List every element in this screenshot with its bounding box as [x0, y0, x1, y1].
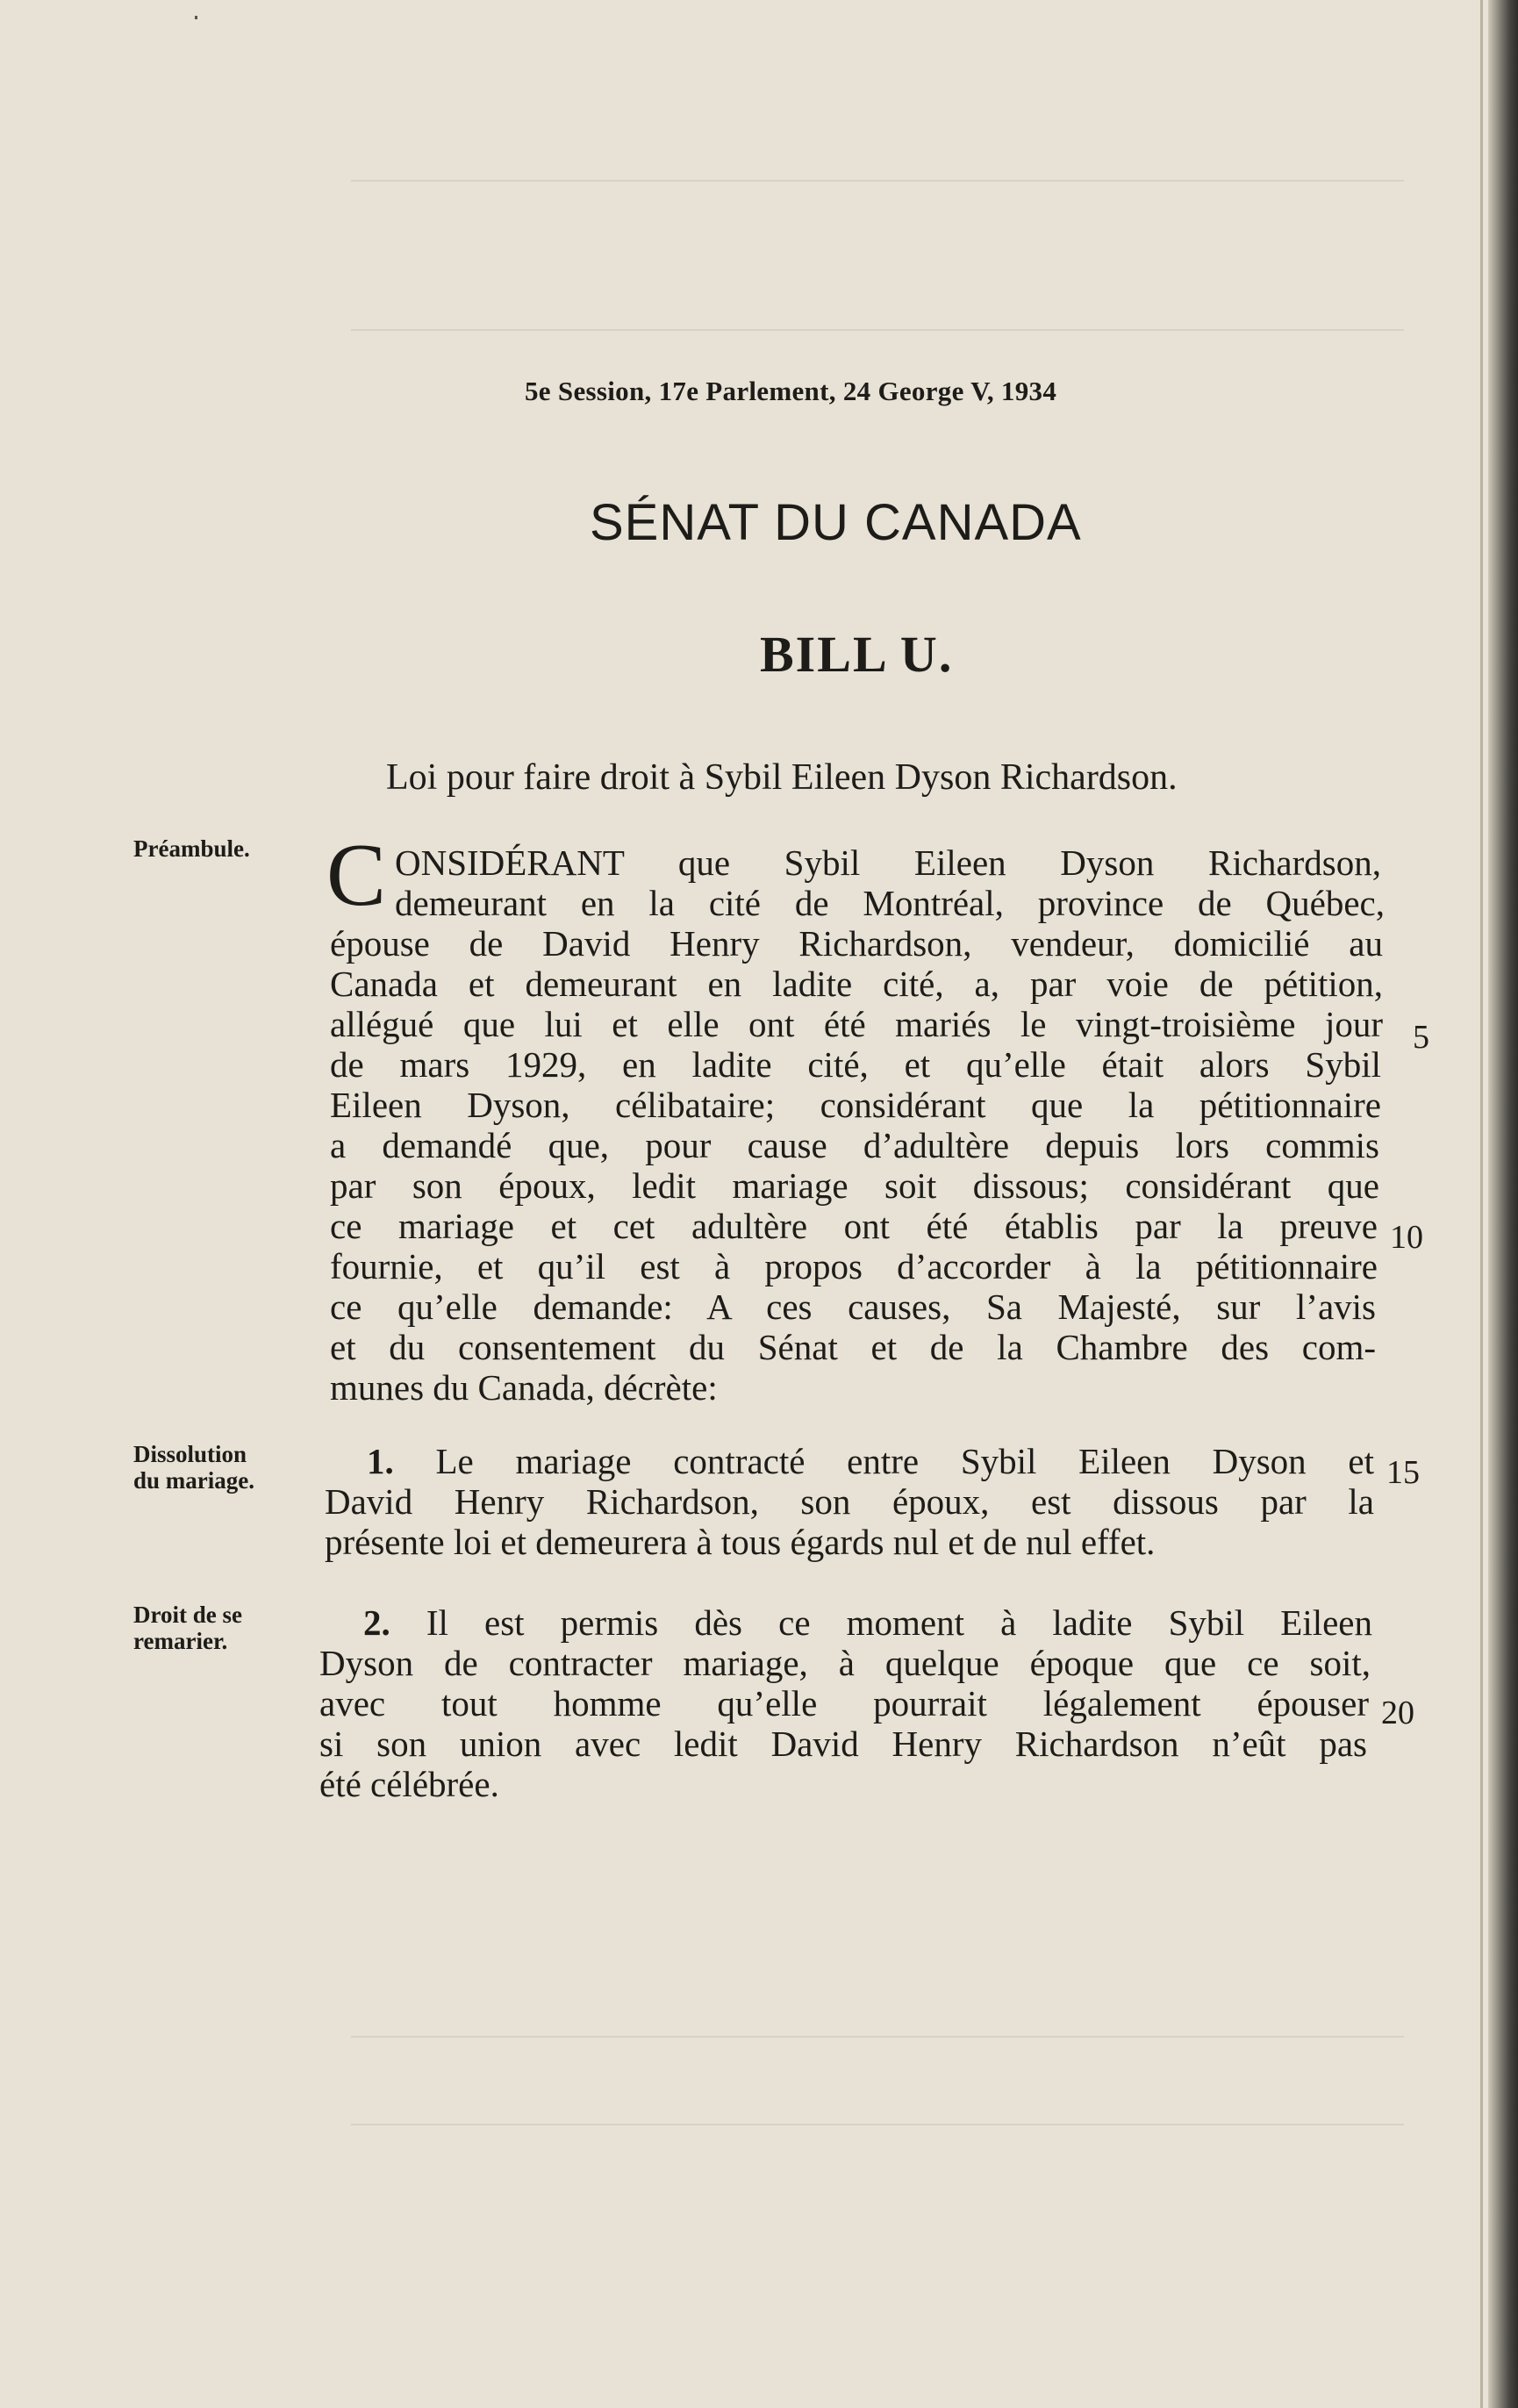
preamble-line: demeurant en la cité de Montréal, province de Québec, [395, 883, 1385, 923]
preamble-line: et du consentement du Sénat et de la Chambre des com- [330, 1327, 1376, 1367]
bleed-through-line [351, 2036, 1404, 2038]
margin-note-dissolution-2: du mariage. [133, 1467, 254, 1494]
page-tick-mark [195, 16, 197, 19]
margin-note-remarry-1: Droit de se [133, 1602, 242, 1628]
margin-note-preamble: Préambule. [133, 835, 250, 862]
preamble-line: Eileen Dyson, célibataire; considérant que la pétitionnaire [330, 1085, 1381, 1125]
bleed-through-line [351, 2124, 1404, 2125]
preamble-line: ONSIDÉRANT que Sybil Eileen Dyson Richardson, [395, 842, 1381, 883]
line-number: 15 [1386, 1454, 1420, 1491]
section1-line: présente loi et demeurera à tous égards nul et de nul effet. [325, 1522, 1156, 1562]
line-number: 20 [1381, 1695, 1414, 1731]
section2-first-line [363, 1602, 1372, 1643]
preamble-line: par son époux, ledit mariage soit dissous; considérant que [330, 1165, 1379, 1206]
section1-first-text: Le mariage contracté entre Sybil Eileen Dyson et [435, 1441, 1374, 1481]
section1-first-line [367, 1441, 1374, 1481]
binding-edge-line [1480, 0, 1483, 2408]
preamble-line: épouse de David Henry Richardson, vendeur, domicilié au [330, 923, 1383, 964]
preamble-line: ce mariage et cet adultère ont été établis par la preuve [330, 1206, 1378, 1246]
margin-note-dissolution-1: Dissolution [133, 1441, 247, 1467]
dropcap-letter: C [326, 826, 387, 925]
preamble-line: ce qu’elle demande: A ces causes, Sa Majesté, sur l’avis [330, 1286, 1376, 1327]
preamble-line: a demandé que, pour cause d’adultère depuis lors commis [330, 1125, 1379, 1165]
act-title: Loi pour faire droit à Sybil Eileen Dyson Richardson. [386, 757, 1178, 798]
preamble-line: allégué que lui et elle ont été mariés le vingt-troisième jour [330, 1004, 1383, 1044]
session-header: 5e Session, 17e Parlement, 24 George V, 1934 [525, 376, 1057, 406]
section1-line: David Henry Richardson, son époux, est dissous par la [325, 1481, 1374, 1522]
senate-title: SÉNAT DU CANADA [590, 494, 1082, 551]
line-number: 5 [1413, 1019, 1429, 1056]
bill-title: BILL U. [760, 626, 954, 683]
bleed-through-line [351, 180, 1404, 182]
section2-line: avec tout homme qu’elle pourrait légalement épouser [319, 1683, 1369, 1724]
margin-note-remarry-2: remarier. [133, 1628, 228, 1654]
preamble-line: Canada et demeurant en ladite cité, a, par voie de pétition, [330, 964, 1383, 1004]
bleed-through-line [351, 329, 1404, 331]
section2-line: Dyson de contracter mariage, à quelque époque que ce soit, [319, 1643, 1371, 1683]
section2-line: si son union avec ledit David Henry Richardson n’eût pas [319, 1724, 1367, 1764]
section2-number: 2. [363, 1602, 390, 1643]
binding-edge [1488, 0, 1518, 2408]
preamble-line: munes du Canada, décrète: [330, 1367, 718, 1408]
preamble-line: fournie, et qu’il est à propos d’accorder à la pétitionnaire [330, 1246, 1378, 1286]
preamble-line: de mars 1929, en ladite cité, et qu’elle était alors Sybil [330, 1044, 1381, 1085]
line-number: 10 [1390, 1219, 1423, 1256]
section2-line: été célébrée. [319, 1764, 499, 1804]
section1-number: 1. [367, 1441, 394, 1481]
section2-first-text: Il est permis dès ce moment à ladite Sybil Eileen [426, 1602, 1373, 1643]
